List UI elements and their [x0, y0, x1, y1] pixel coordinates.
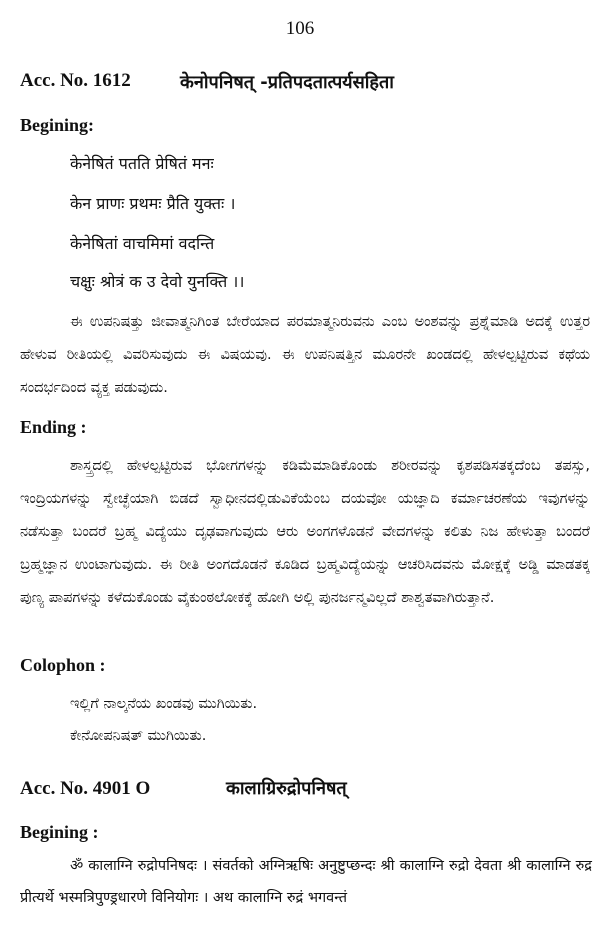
ending-paragraph: ಶಾಸ್ತ್ರದಲ್ಲಿ ಹೇಳಲ್ಪಟ್ಟಿರುವ ಭೋಗಗಳನ್ನು ಕಡಿಮೆಮಾಡಿಕೊಂಡು ಶರೀರವನ್ನು ಕೃಶಪಡಿಸತಕ್ಕದೆಂಬ ತಪಸ್ಸು, ಇಂದ್ರಿಯಗಳನ್ನು ಸ್ವೇಚ್ಛೆಯಾಗಿ ಬಿಡದೆ ಸ್ವಾಧೀನದಲ್ಲಿಡುವಿಕೆಯೆಂಬ ದಯವೋ ಯಜ್ಞಾದಿ ಕರ್ಮಾಚರಣೆಯ ಇವುಗಳನ್ನು ನಡೆಸುತ್ತಾ ಬಂದರೆ ಬ್ರಹ್ಮ ವಿದ್ಯೆಯು ದೃಢವಾಗುವುದು ಆರು ಅಂಗಗಳೊಡನೆ ವೇದಗಳನ್ನು ಕಲಿತು ನಿಜ ಹೇಳುತ್ತಾ ಬಂದರೆ ಬ್ರಹ್ಮಜ್ಞಾನ ಉಂಟಾಗುವುದು. ಈ ರೀತಿ ಅಂಗದೊಡನೆ ಕೂಡಿದ ಬ್ರಹ್ಮವಿದ್ಯೆಯನ್ನು ಆಚರಿಸಿದವನು ಮೋಕ್ಷಕ್ಕೆ ಅಡ್ಡಿ ಮಾಡತಕ್ಕ ಪುಣ್ಯ ಪಾಪಗಳನ್ನು ಕಳೆದುಕೊಂಡು ವೈಕುಂಠಲೋಕಕ್ಕೆ ಹೋಗಿ ಅಲ್ಲಿ ಪುನರ್ಜನ್ಮವಿಲ್ಲದೆ ಶಾಶ್ವತವಾಗಿರುತ್ತಾನೆ.: [20, 458, 590, 606]
begining-paragraph: ॐ कालाग्नि रुद्रोपनिषदः । संवर्तको अग्निऋषिः अनुष्टुप्छन्दः श्री कालाग्नि रुद्रो देवता श्री कालाग्नि रुद्र प्रीत्यर्थे भस्मत्रिपुण्ड्रधारणे विनियोगः । अथ कालाग्नि रुद्रं भगवन्तं: [20, 858, 592, 906]
colophon-line: ಕೇನೋಪನಿಷತ್ ಮುಗಿಯಿತು.: [70, 728, 207, 744]
begining-label: Begining:: [20, 115, 95, 135]
accession-number-4901: Acc. No. 4901 O: [20, 778, 151, 799]
ending-label: Ending :: [20, 417, 87, 437]
verse-line: चक्षुः श्रोत्रं क उ देवो युनक्ति ।।: [70, 272, 245, 291]
page-number: 106: [285, 18, 315, 39]
description-paragraph: ಈ ಉಪನಿಷತ್ತು ಜೀವಾತ್ಮನಿಗಿಂತ ಬೇರೆಯಾದ ಪರಮಾತ್ಮನಿರುವನು ಎಂಬ ಅಂಶವನ್ನು ಪ್ರಶ್ನೆಮಾಡಿ ಅದಕ್ಕೆ ಉತ್ತರ ಹೇಳುವ ರೀತಿಯಲ್ಲಿ ವಿವರಿಸುವುದು ಈ ವಿಷಯವು. ಈ ಉಪನಿಷತ್ತಿನ ಮೂರನೇ ಖಂಡದಲ್ಲಿ ಹೇಳಲ್ಪಟ್ಟಿರುವ ಕಥೆಯ ಸಂದರ್ಭದಿಂದ ವ್ಯಕ್ತ ಪಡುವುದು.: [20, 314, 590, 396]
begining-label: Begining :: [20, 822, 99, 842]
entry-title-kalagnirudropanishat: कालाग्रिरुद्रोपनिषत्: [226, 778, 347, 799]
accession-number-1612: Acc. No. 1612: [20, 70, 131, 91]
verse-line: केनेषितां वाचमिमां वदन्ति: [70, 234, 215, 253]
entry-title-kenopanishat: केनोपनिषत् -प्रतिपदतात्पर्यसहिता: [180, 72, 394, 93]
verse-line: केन प्राणः प्रथमः प्रैति युक्तः ।: [70, 194, 236, 213]
colophon-label: Colophon :: [20, 655, 106, 675]
colophon-line: ಇಲ್ಲಿಗೆ ನಾಲ್ಕನೆಯ ಖಂಡವು ಮುಗಿಯಿತು.: [70, 696, 258, 712]
verse-line: केनेषितं पतति प्रेषितं मनः: [70, 154, 214, 173]
